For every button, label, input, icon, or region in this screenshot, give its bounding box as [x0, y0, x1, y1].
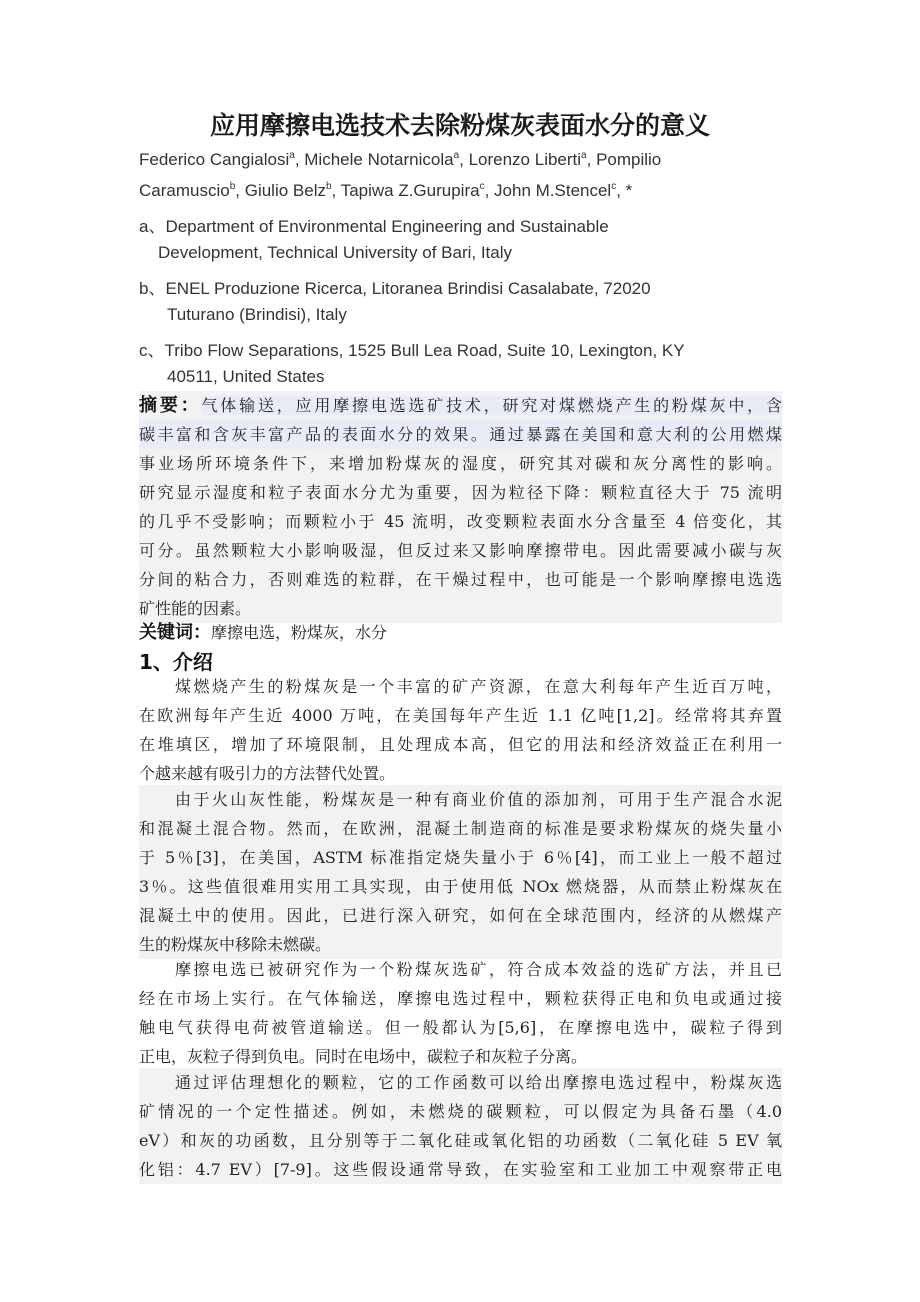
abstract-line: 研究显示湿度和粒子表面水分尤为重要，因为粒径下降：颗粒直径大于 75 流明 [139, 483, 782, 502]
author-affiliation-mark: a [581, 150, 587, 161]
paragraph-2 [139, 785, 782, 959]
author-name: John M.Stencel [494, 181, 612, 200]
paragraph-line: 在堆填区，增加了环境限制，且处理成本高，但它的用法和经济效益正在利用一 [139, 735, 782, 754]
author-name: Lorenzo Liberti [468, 150, 582, 169]
author-line-1 [139, 150, 661, 170]
paragraph-line: 触电气获得电荷被管道输送。但一般都认为[5,6]，在摩擦电选中，碳粒子得到 [139, 1018, 782, 1037]
affiliation-c-cont: 40511, United States [167, 367, 325, 386]
abstract-label: 摘要： [139, 395, 202, 416]
affiliation-b-cont: Tuturano (Brindisi), Italy [167, 305, 347, 324]
author-affiliation-mark: c [479, 181, 485, 192]
paragraph-line: eV）和灰的功函数，且分别等于二氧化硅或氧化铝的功函数（二氧化硅 5 EV 氧 [139, 1131, 782, 1150]
paragraph-line: 混凝土中的使用。因此，已进行深入研究，如何在全球范围内，经济的从燃煤产 [139, 906, 782, 925]
paragraph-line: 于 5％[3]，在美国，ASTM 标准指定烧失量小于 6％[4]，而工业上一般不超过 [139, 848, 782, 867]
paragraph-line: 通过评估理想化的颗粒，它的工作函数可以给出摩擦电选过程中，粉煤灰选 [175, 1073, 782, 1092]
abstract-line: 碳丰富和含灰丰富产品的表面水分的效果。通过暴露在美国和意大利的公用燃煤 [139, 420, 782, 449]
abstract-line: 的几乎不受影响；而颗粒小于 45 流明，改变颗粒表面水分含量至 4 倍变化，其 [139, 512, 782, 531]
abstract-line: 可分。虽然颗粒大小影响吸湿，但反过来又影响摩擦带电。因此需要减小碳与灰 [139, 541, 782, 560]
paragraph-line: 正电，灰粒子得到负电。同时在电场中，碳粒子和灰粒子分离。 [139, 1047, 588, 1066]
author-name: Michele Notarnicola [304, 150, 454, 169]
author-separator: , * [616, 181, 633, 200]
author-name: Pompilio [596, 150, 662, 169]
author-affiliation-mark: b [325, 181, 332, 192]
paragraph-line: 煤燃烧产生的粉煤灰是一个丰富的矿产资源，在意大利每年产生近百万吨， [175, 677, 782, 696]
author-affiliation-mark: a [453, 150, 460, 161]
author-name: Giulio Belz [244, 181, 326, 200]
section-heading: 1、介绍 [139, 650, 213, 674]
keywords-label: 关键词： [139, 622, 211, 643]
paper-title: 应用摩擦电选技术去除粉煤灰表面水分的意义 [209, 111, 710, 140]
paragraph-line: 3％。这些值很难用实用工具实现，由于使用低 NOx 燃烧器，从而禁止粉煤灰在 [139, 877, 782, 896]
author-name: Tapiwa Z.Gurupira [340, 181, 480, 200]
abstract-line: 矿性能的因素。 [139, 599, 252, 618]
keywords [139, 618, 387, 644]
paragraph-line: 个越来越有吸引力的方法替代处置。 [139, 764, 396, 783]
paragraph-line: 生的粉煤灰中移除未燃碳。 [139, 935, 332, 954]
abstract-text: 气体输送，应用摩擦电选选矿技术，研究对煤燃烧产生的粉煤灰中，含 [201, 396, 782, 415]
affiliation-b: b、ENEL Produzione Ricerca, Litoranea Brindisi Casalabate, 72020 [139, 279, 651, 298]
author-affiliation-mark: c [611, 181, 617, 192]
author-separator: , [459, 150, 469, 169]
author-separator: , [294, 150, 305, 169]
affiliation-c: c、Tribo Flow Separations, 1525 Bull Lea Road, Suite 10, Lexington, KY [139, 341, 685, 360]
paragraph-line: 和混凝土混合物。然而，在欧洲，混凝土制造商的标准是要求粉煤灰的烧失量小 [139, 819, 782, 838]
paragraph-line: 摩擦电选已被研究作为一个粉煤灰选矿，符合成本效益的选矿方法，并且已 [175, 960, 782, 979]
author-separator: , [586, 150, 597, 169]
author-separator: , [331, 181, 341, 200]
author-affiliation-mark: b [229, 181, 236, 192]
paragraph-line: 在欧洲每年产生近 4000 万吨，在美国每年产生近 1.1 亿吨[1,2]。经常将其弃置 [139, 706, 782, 725]
paragraph-line: 化铝：4.7 EV）[7-9]。这些假设通常导致，在实验室和工业加工中观察带正电 [139, 1160, 782, 1179]
affiliation-a: a、Department of Environmental Engineering and Sustainable [139, 217, 609, 236]
abstract-block [139, 391, 782, 623]
paragraph-4 [139, 1068, 782, 1184]
paragraph-1 [139, 672, 782, 788]
abstract-line: 分间的粘合力，否则难选的粒群，在干燥过程中，也可能是一个影响摩擦电选选 [139, 570, 782, 589]
paragraph-line: 经在市场上实行。在气体输送，摩擦电选过程中，颗粒获得正电和负电或通过接 [139, 989, 782, 1008]
author-line-2 [139, 181, 632, 201]
author-affiliation-mark: a [289, 150, 295, 161]
author-name: Caramuscio [139, 181, 230, 200]
paragraph-3 [139, 955, 782, 1071]
abstract-line [139, 391, 782, 420]
paragraph-line: 矿情况的一个定性描述。例如，未燃烧的碳颗粒，可以假定为具备石墨（4.0 [139, 1102, 782, 1121]
affiliation-a-cont: Development, Technical University of Bari, Italy [158, 243, 513, 262]
paragraph-line: 由于火山灰性能，粉煤灰是一种有商业价值的添加剂，可用于生产混合水泥 [175, 790, 782, 809]
author-name: Federico Cangialosi [139, 150, 290, 169]
abstract-line: 事业场所环境条件下，来增加粉煤灰的湿度，研究其对碳和灰分离性的影响。 [139, 454, 782, 473]
author-separator: , [484, 181, 495, 200]
author-separator: , [235, 181, 245, 200]
keywords-text: 摩擦电选，粉煤灰，水分 [211, 623, 388, 642]
